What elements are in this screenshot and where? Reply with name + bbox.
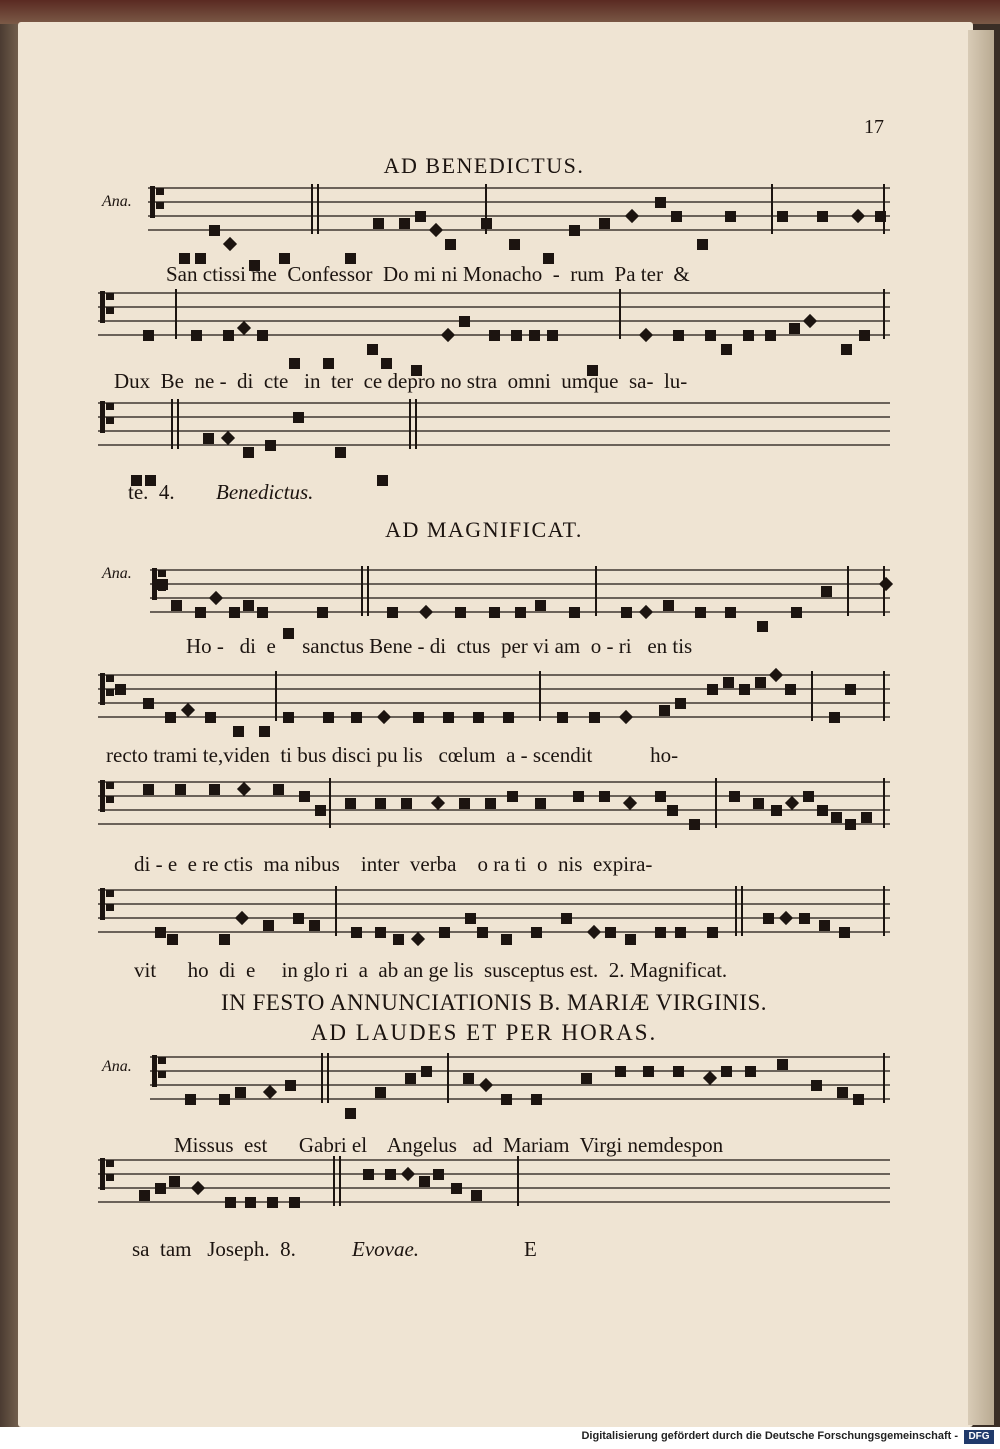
chant-note-square	[675, 698, 686, 709]
chant-note-square	[263, 920, 274, 931]
lyrics-line: Missus est Gabri el Angelus ad Mariam Virgi nemdespon	[174, 1133, 724, 1157]
chant-note-square	[501, 934, 512, 945]
chant-note-rhombus	[785, 796, 799, 810]
chant-note-square	[299, 791, 310, 802]
chant-note-rhombus	[479, 1078, 493, 1092]
chant-note-rhombus	[879, 577, 893, 591]
chant-note-square	[755, 677, 766, 688]
chant-note-square	[219, 934, 230, 945]
chant-note-square	[455, 607, 466, 618]
chant-note-square	[289, 358, 300, 369]
chant-note-square	[673, 1066, 684, 1077]
chant-note-rhombus	[703, 1071, 717, 1085]
chant-note-square	[235, 1087, 246, 1098]
chant-note-square	[459, 316, 470, 327]
antiphon-mark: Ana.	[102, 1058, 132, 1075]
chant-note-square	[209, 784, 220, 795]
chant-note-square	[569, 225, 580, 236]
chant-note-square	[743, 330, 754, 341]
chant-note-square	[707, 927, 718, 938]
chant-note-rhombus	[419, 605, 433, 619]
chant-note-square	[433, 1169, 444, 1180]
clef-mark	[100, 1158, 105, 1190]
lyrics-line: Dux Be ne - di cte in ter ce depro no stra omni umque sa- lu-	[114, 369, 688, 393]
antiphon-mark: Ana.	[102, 565, 132, 582]
chant-note-square	[845, 819, 856, 830]
clef-mark	[156, 188, 164, 195]
clef-mark	[100, 673, 105, 705]
chant-note-square	[399, 218, 410, 229]
chant-note-square	[367, 344, 378, 355]
chant-note-square	[439, 927, 450, 938]
chant-note-square	[763, 913, 774, 924]
chant-note-square	[745, 1066, 756, 1077]
chant-note-square	[167, 934, 178, 945]
chant-note-rhombus	[237, 782, 251, 796]
chant-note-square	[655, 791, 666, 802]
chant-note-square	[485, 798, 496, 809]
chant-note-square	[185, 1094, 196, 1105]
clef-mark	[106, 689, 114, 696]
chant-note-square	[203, 433, 214, 444]
chant-note-square	[267, 1197, 278, 1208]
chant-note-square	[393, 934, 404, 945]
chant-note-rhombus	[769, 668, 783, 682]
chant-note-rhombus	[221, 431, 235, 445]
chant-note-square	[375, 927, 386, 938]
chant-note-square	[817, 805, 828, 816]
clef-mark	[152, 568, 157, 600]
chant-note-rhombus	[803, 314, 817, 328]
chant-note-square	[257, 607, 268, 618]
chant-note-square	[529, 330, 540, 341]
chant-note-square	[259, 726, 270, 737]
chant-note-rhombus	[431, 796, 445, 810]
chant-note-square	[473, 712, 484, 723]
chant-note-square	[503, 712, 514, 723]
lyrics-line: Evovae.	[352, 1237, 420, 1261]
chant-note-square	[489, 330, 500, 341]
chant-note-square	[381, 358, 392, 369]
chant-note-rhombus	[235, 911, 249, 925]
chant-note-square	[841, 344, 852, 355]
chant-note-square	[225, 1197, 236, 1208]
chant-note-square	[663, 600, 674, 611]
chant-note-square	[501, 1094, 512, 1105]
clef-mark	[158, 1071, 166, 1078]
chant-note-square	[265, 440, 276, 451]
chant-note-square	[463, 1073, 474, 1084]
chant-note-square	[531, 927, 542, 938]
chant-note-square	[725, 211, 736, 222]
chant-note-square	[655, 197, 666, 208]
chant-note-square	[757, 621, 768, 632]
chant-note-square	[155, 927, 166, 938]
chant-note-square	[243, 600, 254, 611]
clef-mark	[150, 186, 155, 218]
chant-note-square	[725, 607, 736, 618]
chant-note-square	[819, 920, 830, 931]
chant-note-rhombus	[191, 1181, 205, 1195]
chant-note-square	[139, 1190, 150, 1201]
chant-note-square	[169, 1176, 180, 1187]
chant-note-square	[507, 791, 518, 802]
chant-note-square	[345, 1108, 356, 1119]
chant-note-rhombus	[441, 328, 455, 342]
chant-note-square	[771, 805, 782, 816]
clef-mark	[100, 780, 105, 812]
chant-note-square	[697, 239, 708, 250]
chant-note-square	[599, 791, 610, 802]
chant-note-square	[323, 358, 334, 369]
clef-mark	[106, 904, 114, 911]
chant-note-square	[569, 607, 580, 618]
digitization-footer	[0, 1427, 1000, 1449]
chant-note-square	[861, 812, 872, 823]
clef-mark	[106, 675, 114, 682]
clef-mark	[106, 782, 114, 789]
chant-note-square	[573, 791, 584, 802]
chant-note-square	[753, 798, 764, 809]
footer-credit: Digitalisierung gefördert durch die Deutsche Forschungsgemeinschaft -	[581, 1430, 958, 1442]
heading-laudes: AD LAUDES ET PER HORAS.	[310, 1020, 658, 1045]
chant-note-square	[373, 218, 384, 229]
chant-note-square	[481, 218, 492, 229]
chant-note-square	[143, 330, 154, 341]
chant-note-rhombus	[181, 703, 195, 717]
lyrics-line: Ho - di e sanctus Bene - di ctus per vi am o - ri en tis	[186, 634, 693, 658]
chant-note-square	[799, 913, 810, 924]
chant-note-square	[875, 211, 886, 222]
chant-note-square	[489, 607, 500, 618]
lyrics-line: sa tam Joseph. 8.	[132, 1237, 296, 1261]
chant-note-square	[659, 705, 670, 716]
chant-note-rhombus	[237, 321, 251, 335]
chant-note-square	[317, 607, 328, 618]
chant-note-square	[345, 798, 356, 809]
chant-note-rhombus	[401, 1167, 415, 1181]
chant-note-rhombus	[639, 605, 653, 619]
chant-note-square	[285, 1080, 296, 1091]
chant-note-square	[375, 798, 386, 809]
chant-note-square	[293, 412, 304, 423]
chant-note-square	[821, 586, 832, 597]
chant-note-square	[157, 579, 168, 590]
chant-note-square	[581, 1073, 592, 1084]
chant-note-square	[723, 677, 734, 688]
chant-note-square	[115, 684, 126, 695]
chant-note-square	[621, 607, 632, 618]
heading-feast: IN FESTO ANNUNCIATIONIS B. MARIÆ VIRGINIS.	[221, 990, 767, 1015]
chant-note-square	[471, 1190, 482, 1201]
chant-note-square	[557, 712, 568, 723]
chant-note-square	[465, 913, 476, 924]
chant-note-rhombus	[377, 710, 391, 724]
chant-note-square	[387, 607, 398, 618]
chant-note-rhombus	[411, 932, 425, 946]
chant-note-square	[375, 1087, 386, 1098]
clef-mark	[106, 307, 114, 314]
chant-note-square	[293, 913, 304, 924]
lyrics-line: vit ho di e in glo ri a ab an ge lis susceptus est. 2. Magnificat.	[134, 958, 728, 982]
chant-note-square	[229, 607, 240, 618]
chant-note-square	[721, 344, 732, 355]
chant-note-square	[511, 330, 522, 341]
chant-note-square	[837, 1087, 848, 1098]
lyrics-line: te. 4.	[128, 480, 175, 504]
chant-note-square	[143, 784, 154, 795]
chant-note-square	[839, 927, 850, 938]
chant-note-square	[315, 805, 326, 816]
chant-note-square	[707, 684, 718, 695]
chant-note-square	[689, 819, 700, 830]
chant-note-square	[401, 798, 412, 809]
clef-mark	[106, 403, 114, 410]
chant-note-square	[233, 726, 244, 737]
lyrics-line: Benedictus.	[216, 480, 314, 504]
chant-note-square	[443, 712, 454, 723]
chant-note-rhombus	[779, 911, 793, 925]
chant-note-square	[845, 684, 856, 695]
chant-note-square	[377, 475, 388, 486]
chant-note-square	[811, 1080, 822, 1091]
chant-note-square	[615, 1066, 626, 1077]
chant-note-square	[777, 1059, 788, 1070]
chant-note-square	[223, 330, 234, 341]
chant-note-square	[785, 684, 796, 695]
chant-note-square	[729, 791, 740, 802]
chant-note-square	[209, 225, 220, 236]
chant-note-square	[599, 218, 610, 229]
chant-note-square	[739, 684, 750, 695]
lyrics-line: di - e e re ctis ma nibus inter verba o ra ti o nis expira-	[134, 852, 653, 876]
clef-mark	[100, 401, 105, 433]
chant-note-square	[695, 607, 706, 618]
chant-note-square	[509, 239, 520, 250]
chant-note-square	[589, 712, 600, 723]
chant-note-square	[477, 927, 488, 938]
clef-mark	[106, 417, 114, 424]
chant-note-square	[721, 1066, 732, 1077]
lyrics-line: recto trami te,viden ti bus disci pu lis cœlum a - scendit ho-	[106, 743, 679, 767]
clef-mark	[156, 202, 164, 209]
chant-note-square	[171, 600, 182, 611]
chant-note-square	[273, 784, 284, 795]
chant-note-square	[335, 447, 346, 458]
chant-note-square	[675, 927, 686, 938]
clef-mark	[106, 293, 114, 300]
clef-mark	[100, 291, 105, 323]
chant-note-rhombus	[209, 591, 223, 605]
chant-note-rhombus	[619, 710, 633, 724]
chant-note-square	[283, 712, 294, 723]
clef-mark	[158, 570, 166, 577]
chant-note-square	[817, 211, 828, 222]
chant-note-square	[791, 607, 802, 618]
chant-note-square	[155, 1183, 166, 1194]
clef-mark	[158, 1057, 166, 1064]
chant-note-square	[405, 1073, 416, 1084]
chant-note-square	[831, 812, 842, 823]
chant-note-square	[385, 1169, 396, 1180]
heading-magnificat: AD MAGNIFICAT.	[385, 517, 583, 542]
chant-note-square	[175, 784, 186, 795]
chant-note-square	[309, 920, 320, 931]
chant-note-square	[671, 211, 682, 222]
chant-note-square	[459, 798, 470, 809]
clef-mark	[100, 888, 105, 920]
clef-mark	[106, 890, 114, 897]
chant-note-square	[605, 927, 616, 938]
chant-note-square	[789, 323, 800, 334]
chant-note-rhombus	[223, 237, 237, 251]
chant-note-square	[219, 1094, 230, 1105]
chant-note-rhombus	[625, 209, 639, 223]
chant-note-square	[859, 330, 870, 341]
chant-note-square	[643, 1066, 654, 1077]
chant-note-square	[205, 712, 216, 723]
chant-note-square	[667, 805, 678, 816]
chant-note-rhombus	[587, 925, 601, 939]
chant-note-square	[243, 447, 254, 458]
chant-note-square	[143, 698, 154, 709]
chant-note-square	[421, 1066, 432, 1077]
chant-note-square	[451, 1183, 462, 1194]
chant-note-square	[655, 927, 666, 938]
chant-note-square	[289, 1197, 300, 1208]
dfg-logo: DFG	[964, 1430, 994, 1444]
chant-note-square	[673, 330, 684, 341]
clef-mark	[106, 1160, 114, 1167]
chant-note-square	[245, 1197, 256, 1208]
chant-note-square	[561, 913, 572, 924]
chant-note-square	[531, 1094, 542, 1105]
chant-note-square	[547, 330, 558, 341]
page-number: 17	[864, 116, 884, 138]
chant-note-square	[705, 330, 716, 341]
chant-note-rhombus	[263, 1085, 277, 1099]
chant-note-square	[535, 798, 546, 809]
clef-mark	[152, 1055, 157, 1087]
clef-mark	[106, 1174, 114, 1181]
chant-note-square	[853, 1094, 864, 1105]
chant-note-square	[191, 330, 202, 341]
chant-note-rhombus	[639, 328, 653, 342]
chant-note-rhombus	[623, 796, 637, 810]
lyrics-line: San ctissi me Confessor Do mi ni Monacho - rum Pa ter &	[166, 262, 690, 286]
chant-note-square	[351, 712, 362, 723]
heading-benedictus: AD BENEDICTUS.	[383, 153, 585, 178]
chant-note-square	[351, 927, 362, 938]
chant-note-square	[323, 712, 334, 723]
chant-note-square	[765, 330, 776, 341]
chant-note-square	[515, 607, 526, 618]
chant-note-square	[535, 600, 546, 611]
chant-note-square	[445, 239, 456, 250]
chant-note-square	[415, 211, 426, 222]
lyrics-line: E	[524, 1237, 537, 1261]
chant-note-square	[829, 712, 840, 723]
chant-note-square	[803, 791, 814, 802]
chant-note-square	[257, 330, 268, 341]
chant-note-rhombus	[851, 209, 865, 223]
chant-note-square	[625, 934, 636, 945]
chant-note-square	[777, 211, 788, 222]
clef-mark	[106, 796, 114, 803]
chant-note-square	[413, 712, 424, 723]
chant-note-square	[363, 1169, 374, 1180]
chant-note-square	[419, 1176, 430, 1187]
chant-note-square	[195, 607, 206, 618]
chant-note-square	[165, 712, 176, 723]
antiphon-mark: Ana.	[102, 193, 132, 210]
chant-note-rhombus	[429, 223, 443, 237]
